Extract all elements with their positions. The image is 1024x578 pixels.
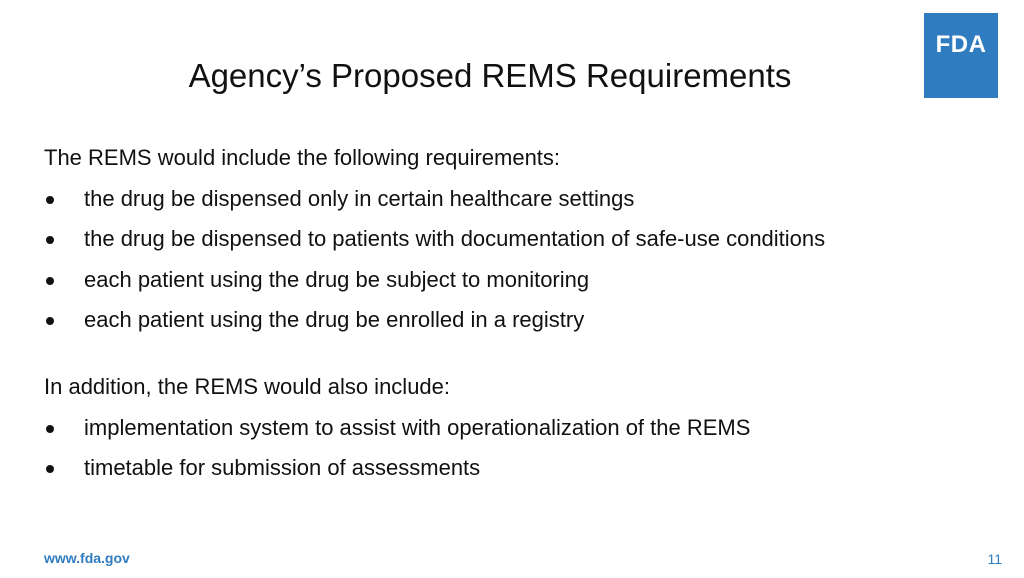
fda-logo-text: FDA	[935, 31, 987, 58]
bullet-icon	[46, 425, 54, 433]
section2-intro: In addition, the REMS would also include:	[44, 374, 451, 399]
list-item	[44, 307, 984, 333]
slide-title: Agency’s Proposed REMS Requirements	[188, 57, 792, 94]
section2-bullet-list	[44, 415, 984, 482]
bullet-text: each patient using the drug be subject to monitoring	[84, 266, 590, 292]
bullet-icon	[46, 277, 54, 285]
footer-url-link[interactable]: www.fda.gov	[44, 550, 130, 566]
list-item	[44, 226, 984, 252]
bullet-text: implementation system to assist with operationalization of the REMS	[84, 414, 751, 440]
list-item	[44, 455, 984, 481]
section1-bullet-list	[44, 186, 984, 334]
section1-intro: The REMS would include the following requirements:	[44, 145, 561, 170]
slide-content	[44, 145, 984, 481]
bullet-text: each patient using the drug be enrolled in a registry	[84, 307, 585, 332]
list-item	[44, 415, 984, 441]
bullet-text: timetable for submission of assessments	[84, 455, 481, 480]
list-item	[44, 186, 984, 212]
bullet-icon	[46, 236, 54, 244]
bullet-icon	[46, 465, 54, 473]
list-item	[44, 267, 984, 293]
bullet-text: the drug be dispensed only in certain healthcare settings	[84, 185, 635, 211]
bullet-text: the drug be dispensed to patients with documentation of safe-use conditions	[84, 226, 826, 251]
page-number: 11	[987, 551, 1002, 567]
bullet-icon	[46, 317, 54, 325]
bullet-icon	[46, 196, 54, 204]
